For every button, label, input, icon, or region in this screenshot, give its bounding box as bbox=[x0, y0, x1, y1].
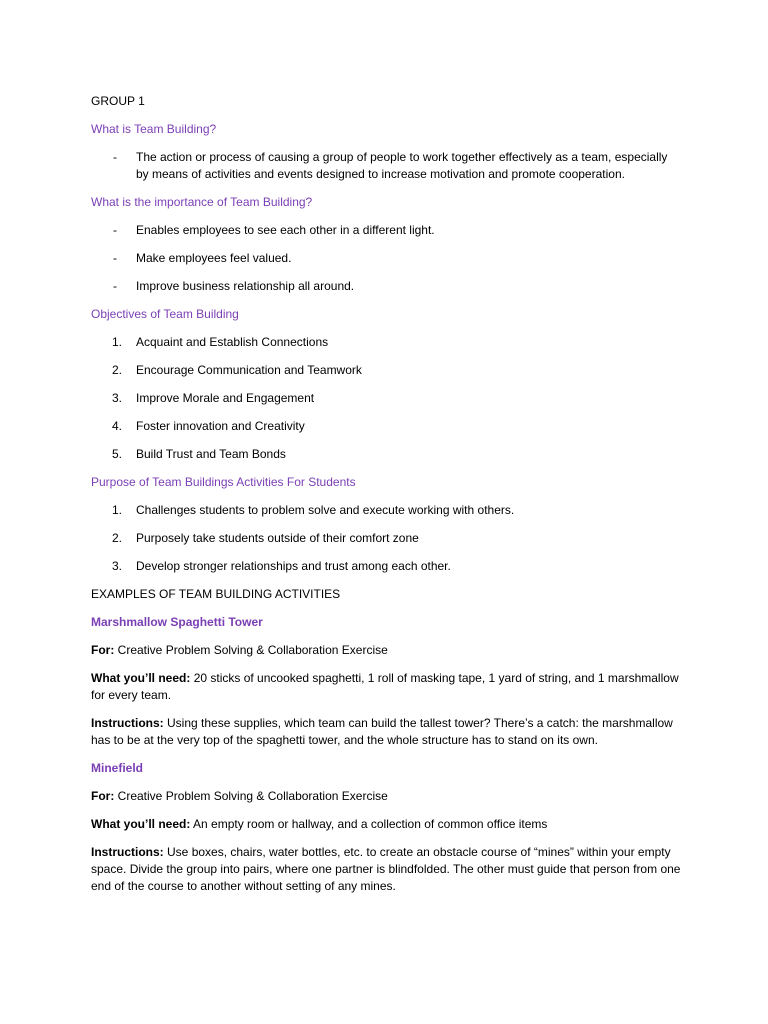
list-item-text: Encourage Communication and Teamwork bbox=[136, 363, 362, 377]
dash-marker: - bbox=[113, 279, 117, 293]
heading-what-is-team-building: What is Team Building? bbox=[91, 122, 217, 136]
needs-text: 20 sticks of uncooked spaghetti, 1 roll of masking tape, 1 yard of string, and 1 marshmallow for every team. bbox=[91, 671, 679, 702]
list-item-text: Improve Morale and Engagement bbox=[136, 391, 315, 405]
needs-label: What you’ll need: bbox=[91, 671, 191, 685]
list-item bbox=[91, 334, 683, 351]
activity-for bbox=[91, 642, 683, 659]
number-marker: 2. bbox=[112, 531, 123, 545]
list-item-text: Make employees feel valued. bbox=[136, 251, 292, 265]
for-label: For: bbox=[91, 643, 115, 657]
list-item-text: Acquaint and Establish Connections bbox=[136, 335, 329, 349]
activity-needs bbox=[91, 670, 683, 704]
heading-importance: What is the importance of Team Building? bbox=[91, 195, 313, 209]
purpose-list bbox=[91, 502, 683, 575]
activity-instructions bbox=[91, 844, 683, 895]
list-item-text: Improve business relationship all around. bbox=[136, 279, 355, 293]
number-marker: 3. bbox=[112, 559, 123, 573]
activity-for bbox=[91, 788, 683, 805]
list-item bbox=[91, 446, 683, 463]
number-marker: 3. bbox=[112, 391, 123, 405]
list-item bbox=[91, 149, 683, 183]
list-item bbox=[91, 250, 683, 267]
list-item-text: The action or process of causing a group of people to work together effectively as a team, especially by means of activities and events designed to increase motivation and promote cooperation. bbox=[136, 150, 668, 181]
number-marker: 4. bbox=[112, 419, 123, 433]
number-marker: 5. bbox=[112, 447, 123, 461]
instructions-label: Instructions: bbox=[91, 845, 164, 859]
needs-text: An empty room or hallway, and a collection of common office items bbox=[193, 817, 548, 831]
dash-marker: - bbox=[113, 251, 117, 265]
document-content bbox=[91, 93, 683, 906]
heading-purpose: Purpose of Team Buildings Activities For Students bbox=[91, 475, 356, 489]
importance-list bbox=[91, 222, 683, 295]
number-marker: 1. bbox=[112, 335, 123, 349]
instructions-label: Instructions: bbox=[91, 716, 164, 730]
number-marker: 1. bbox=[112, 503, 123, 517]
list-item bbox=[91, 278, 683, 295]
activity-needs bbox=[91, 816, 683, 833]
activity-title-minefield: Minefield bbox=[91, 761, 144, 775]
list-item-text: Purposely take students outside of their comfort zone bbox=[136, 531, 419, 545]
list-item bbox=[91, 558, 683, 575]
list-item-text: Foster innovation and Creativity bbox=[136, 419, 305, 433]
dash-marker: - bbox=[113, 223, 117, 237]
heading-objectives: Objectives of Team Building bbox=[91, 307, 239, 321]
list-item bbox=[91, 530, 683, 547]
for-text: Creative Problem Solving & Collaboration Exercise bbox=[117, 789, 388, 803]
activity-instructions bbox=[91, 715, 683, 749]
list-item bbox=[91, 502, 683, 519]
examples-title: EXAMPLES OF TEAM BUILDING ACTIVITIES bbox=[91, 587, 341, 601]
instructions-text: Using these supplies, which team can build the tallest tower? There’s a catch: the marshmallow has to be at the very top of the spaghetti tower, and the whole structure has to stand on its own. bbox=[91, 716, 673, 747]
list-item-text: Enables employees to see each other in a different light. bbox=[136, 223, 435, 237]
dash-marker: - bbox=[113, 150, 117, 164]
list-item-text: Build Trust and Team Bonds bbox=[136, 447, 286, 461]
instructions-text: Use boxes, chairs, water bottles, etc. to create an obstacle course of “mines” within your empty space. Divide the group into pairs, where one partner is blindfolded. The other must guide that person from one end of the course to another without setting of any mines. bbox=[91, 845, 681, 893]
list-item-text: Challenges students to problem solve and execute working with others. bbox=[136, 503, 515, 517]
activity-title-marshmallow: Marshmallow Spaghetti Tower bbox=[91, 615, 263, 629]
list-item bbox=[91, 390, 683, 407]
number-marker: 2. bbox=[112, 363, 123, 377]
for-label: For: bbox=[91, 789, 115, 803]
objectives-list bbox=[91, 334, 683, 463]
group-title: GROUP 1 bbox=[91, 94, 145, 108]
needs-label: What you’ll need: bbox=[91, 817, 191, 831]
list-item bbox=[91, 362, 683, 379]
for-text: Creative Problem Solving & Collaboration Exercise bbox=[117, 643, 388, 657]
definition-list bbox=[91, 149, 683, 183]
list-item-text: Develop stronger relationships and trust among each other. bbox=[136, 559, 451, 573]
list-item bbox=[91, 418, 683, 435]
list-item bbox=[91, 222, 683, 239]
